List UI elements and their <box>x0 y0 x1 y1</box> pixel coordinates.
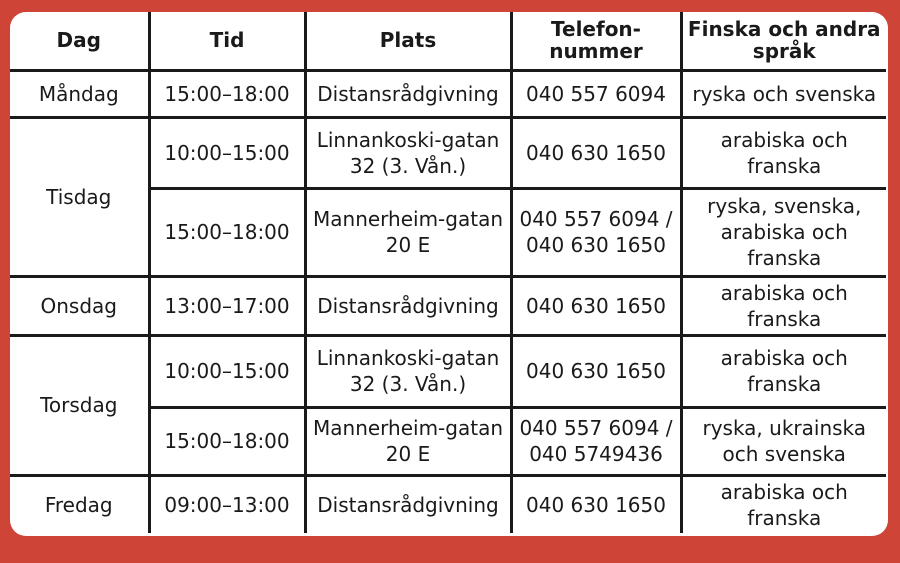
languages-cell: arabiska och franska <box>681 117 886 188</box>
phone-cell: 040 630 1650 <box>511 276 681 335</box>
place-cell: Linnankoski-gatan 32 (3. Vån.) <box>305 335 511 407</box>
phone-cell: 040 557 6094 / 040 5749436 <box>511 407 681 475</box>
phone-cell: 040 630 1650 <box>511 475 681 533</box>
place-cell: Mannerheim-gatan 20 E <box>305 188 511 276</box>
table-row <box>10 117 886 188</box>
table-row <box>10 276 886 335</box>
schedule-table <box>10 12 886 533</box>
time-cell: 10:00–15:00 <box>149 335 305 407</box>
time-cell: 10:00–15:00 <box>149 117 305 188</box>
header-phone: Telefon- nummer <box>511 12 681 70</box>
header-day: Dag <box>10 12 149 70</box>
time-cell: 09:00–13:00 <box>149 475 305 533</box>
day-cell: Torsdag <box>10 335 149 475</box>
table-row <box>10 335 886 407</box>
languages-cell: arabiska och franska <box>681 276 886 335</box>
header-row <box>10 12 886 70</box>
time-cell: 13:00–17:00 <box>149 276 305 335</box>
phone-cell: 040 630 1650 <box>511 117 681 188</box>
header-place: Plats <box>305 12 511 70</box>
place-cell: Distansrådgivning <box>305 276 511 335</box>
time-cell: 15:00–18:00 <box>149 70 305 117</box>
place-cell: Distansrådgivning <box>305 70 511 117</box>
languages-cell: ryska och svenska <box>681 70 886 117</box>
phone-cell: 040 630 1650 <box>511 335 681 407</box>
schedule-card <box>10 12 888 536</box>
day-cell: Tisdag <box>10 117 149 276</box>
table-row <box>10 70 886 117</box>
day-cell: Onsdag <box>10 276 149 335</box>
time-cell: 15:00–18:00 <box>149 188 305 276</box>
place-cell: Mannerheim-gatan 20 E <box>305 407 511 475</box>
languages-cell: ryska, svenska, arabiska och franska <box>681 188 886 276</box>
day-cell: Fredag <box>44 492 113 517</box>
day-cell: Måndag <box>10 70 149 117</box>
languages-cell: ryska, ukrainska och svenska <box>681 407 886 475</box>
languages-cell: arabiska och franska <box>681 475 886 533</box>
header-languages: Finska och andra språk <box>681 12 886 70</box>
phone-cell: 040 557 6094 / 040 630 1650 <box>511 188 681 276</box>
time-cell: 15:00–18:00 <box>149 407 305 475</box>
languages-cell: arabiska och franska <box>681 335 886 407</box>
phone-cell: 040 557 6094 <box>511 70 681 117</box>
place-cell: Distansrådgivning <box>305 475 511 533</box>
table-row <box>10 475 886 533</box>
place-cell: Linnankoski-gatan 32 (3. Vån.) <box>305 117 511 188</box>
header-time: Tid <box>149 12 305 70</box>
